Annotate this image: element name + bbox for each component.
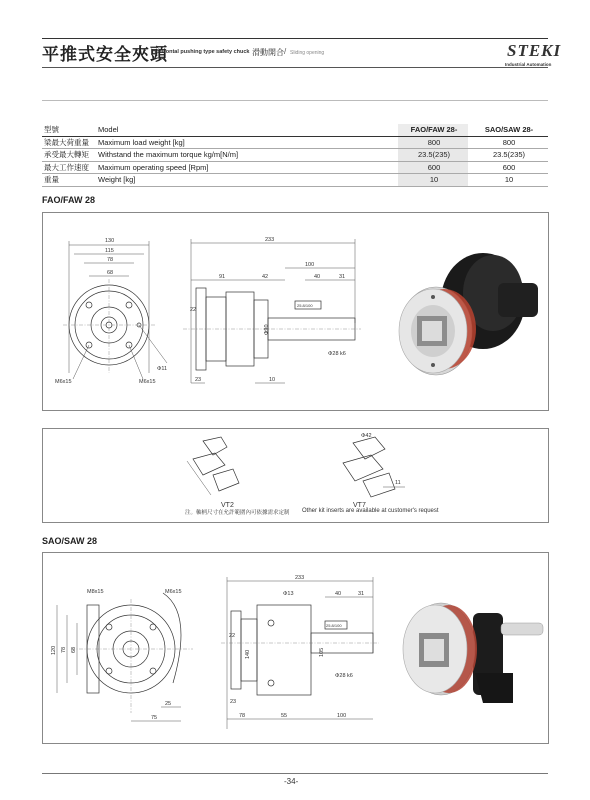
row-value-fao: 600 [398, 161, 468, 174]
vt7-insert-drawing [343, 433, 405, 509]
sao-front-view [51, 589, 193, 721]
dim-label: 115 [105, 248, 114, 254]
vt2-label: VT2 [221, 502, 234, 509]
sao-drawing [43, 553, 548, 743]
dim-label: 68 [71, 646, 77, 653]
dim-label: Φ90 [264, 324, 270, 335]
row-value-fao: 10 [398, 174, 468, 187]
row-label-en: Maximum load weight [kg] [96, 136, 398, 149]
dim-label: 68 [107, 270, 114, 276]
sao-drawing-box [42, 552, 549, 744]
footer-rule [42, 773, 548, 774]
inserts-note-en: Other kit inserts are available at customer's request [302, 508, 439, 514]
dim-label: 105 [319, 647, 325, 657]
spec-table [42, 124, 548, 187]
dim-label: 75 [151, 715, 158, 721]
dim-label: 25.8/100 [326, 623, 342, 628]
row-value-sao: 600 [468, 161, 548, 174]
spec-table-head [42, 124, 548, 136]
brand-logo-sub: Industrial Automation [505, 62, 552, 67]
dim-label: 78 [61, 646, 67, 653]
row-value-sao: 23.5(235) [468, 149, 548, 162]
dim-label: 100 [337, 713, 347, 719]
vt7-label: VT7 [353, 502, 366, 509]
head-sao: SAO/SAW 28- [468, 124, 548, 136]
table-row [42, 161, 548, 174]
head-model-zh: 型號 [42, 124, 96, 136]
dim-label: 11 [395, 480, 401, 486]
dim-label: M6x15 [165, 589, 182, 595]
dim-label: Φ42 [361, 433, 372, 439]
dim-label: 25 [165, 701, 172, 707]
row-label-en: Maximum operating speed [Rpm] [96, 161, 398, 174]
dim-label: 22 [229, 633, 236, 639]
head-model-en: Model [96, 124, 398, 136]
row-label-en: Withstand the maximum torque kg/m[N/m] [96, 149, 398, 162]
dim-label: M8x15 [87, 589, 104, 595]
row-value-sao: 800 [468, 136, 548, 149]
row-value-fao: 23.5(235) [398, 149, 468, 162]
table-row [42, 136, 548, 149]
sao-product-photo [403, 603, 543, 703]
row-label-zh: 承受最大轉矩 [42, 149, 96, 162]
dim-label: 40 [335, 591, 342, 597]
dim-label: 23 [195, 377, 202, 383]
dim-label: Φ28 k6 [335, 673, 353, 679]
dim-label: Φ11 [157, 366, 168, 372]
row-label-zh: 重量 [42, 174, 96, 187]
page-title-en: Horizontal pushing type safety chuck [152, 49, 250, 55]
table-row [42, 174, 548, 187]
row-label-zh: 梁最大荷重量 [42, 136, 96, 149]
header-bottom-rule [42, 67, 548, 68]
brand-logo: STEKI [507, 41, 562, 60]
dim-label: 31 [339, 274, 346, 280]
fao-drawing-box [42, 212, 549, 411]
dim-label: 91 [219, 274, 226, 280]
fao-drawing [43, 213, 548, 410]
row-label-zh: 最大工作速度 [42, 161, 96, 174]
dim-label: 10 [269, 377, 276, 383]
dim-label: 55 [281, 713, 288, 719]
dim-label: 140 [245, 649, 251, 659]
dim-label: 78 [239, 713, 246, 719]
fao-front-view [55, 238, 167, 385]
sao-side-view [221, 575, 379, 729]
dim-label: 23 [230, 699, 237, 705]
inserts-drawing [43, 429, 548, 522]
vt2-insert-drawing [187, 437, 239, 509]
dim-label: 233 [265, 237, 275, 243]
row-value-fao: 800 [398, 136, 468, 149]
header-top-rule [42, 38, 548, 39]
dim-label: 78 [107, 257, 114, 263]
dim-label: 25.8/100 [297, 303, 313, 308]
dim-label: 22 [190, 307, 197, 313]
dim-label: 31 [358, 591, 365, 597]
row-label-en: Weight [kg] [96, 174, 398, 187]
fao-product-photo [399, 253, 538, 375]
dim-label: Φ13 [283, 591, 294, 597]
dim-label: 120 [51, 645, 57, 655]
dim-label: 40 [314, 274, 321, 280]
subtitle-separator: / [284, 47, 287, 56]
dim-label: 130 [105, 238, 115, 244]
inserts-note-zh: 注。軸柄尺寸在允許範圍內可依據需求定制 [185, 510, 290, 516]
section-title-sao: SAO/SAW 28 [42, 536, 98, 546]
inserts-box [42, 428, 549, 523]
dim-label: M6x15 [55, 379, 72, 385]
row-value-sao: 10 [468, 174, 548, 187]
dim-label: 100 [305, 262, 315, 268]
page-number: -34- [284, 777, 299, 786]
page-title-zh: 平推式安全夾頭 [42, 45, 168, 65]
table-top-rule [42, 100, 548, 101]
dim-label: 233 [295, 575, 305, 581]
head-fao: FAO/FAW 28- [398, 124, 468, 136]
subtitle-zh: 滑動開合 [252, 48, 284, 57]
fao-side-view [183, 237, 361, 383]
section-title-fao: FAO/FAW 28 [42, 195, 96, 205]
dim-label: Φ28 k6 [328, 351, 346, 357]
table-row [42, 149, 548, 162]
dim-label: 42 [262, 274, 269, 280]
dim-label: M6x15 [139, 379, 156, 385]
subtitle-en: Sliding opening [290, 50, 325, 56]
